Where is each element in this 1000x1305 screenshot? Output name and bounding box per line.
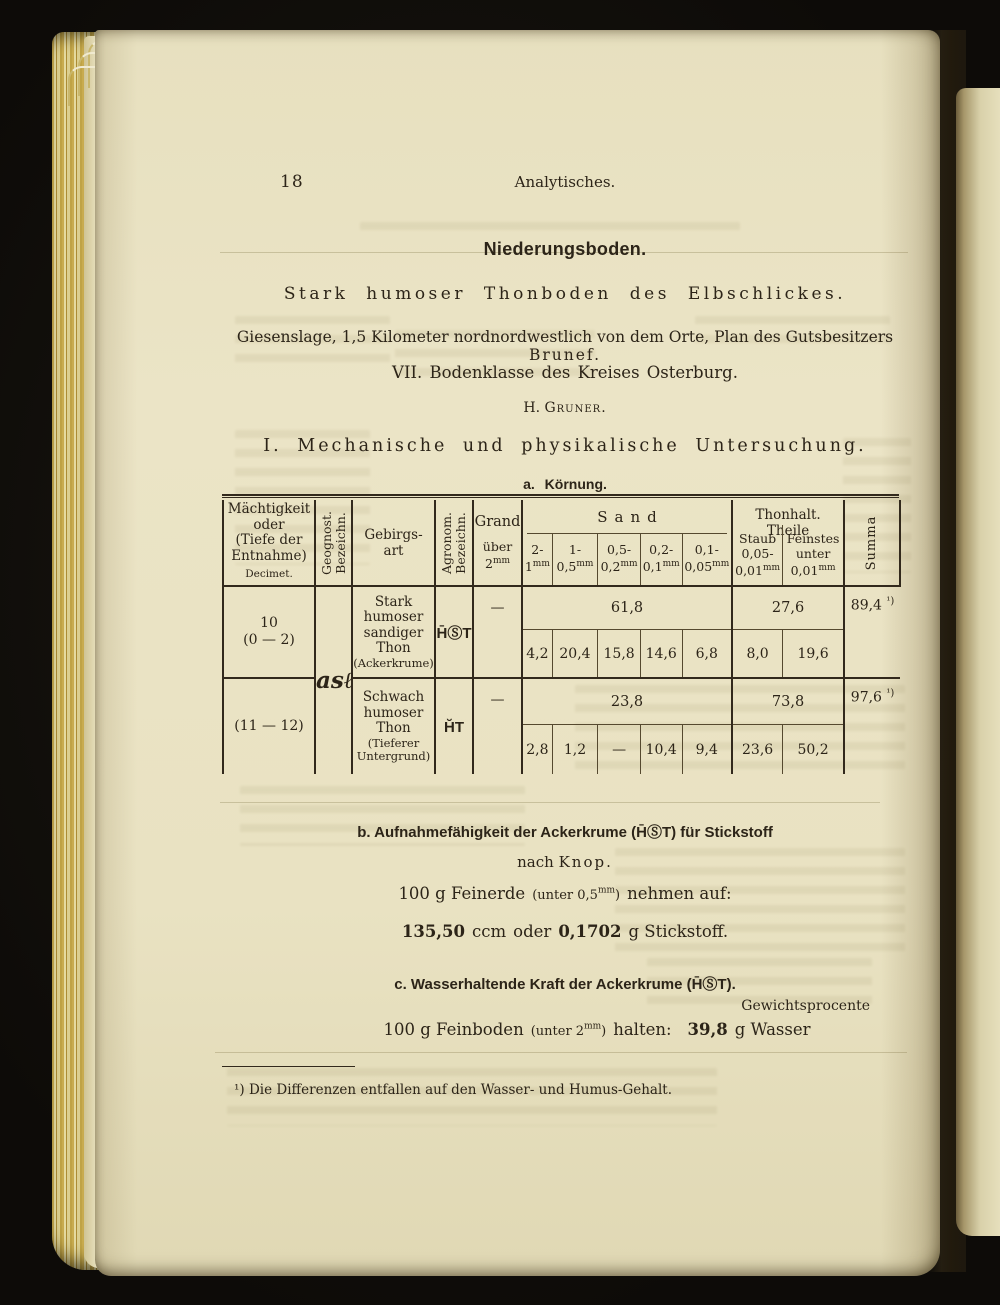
cell-gebirgsart: Schwach humoser Thon (Tieferer Untergrund) — [352, 678, 435, 774]
section-b-method: nach Knop. — [517, 853, 613, 871]
sand-value: 4,2 — [526, 645, 549, 662]
cell-sand-group: 61,8 4,2 20,4 15,8 14,6 6,8 — [522, 586, 732, 678]
header-gebirgsart: Gebirgs- art — [352, 500, 435, 586]
cell-geognost: asℓ — [315, 586, 352, 774]
sand-value: 2,8 — [526, 741, 549, 758]
feinstes-value: 50,2 — [782, 725, 843, 774]
header-sand-col: 2- $1^{mm}$ — [524, 542, 550, 575]
footnote-rule — [222, 1066, 355, 1067]
header-sand-col: 1- $0,5^{mm}$ — [552, 534, 598, 585]
cell-depth: 10 (0 — 2) — [223, 586, 315, 678]
page-number: 18 — [280, 172, 304, 192]
koernung-table — [222, 500, 901, 774]
sand-value: 15,8 — [597, 630, 640, 677]
running-head: Analytisches. — [514, 173, 616, 191]
staub-value: 8,0 — [746, 645, 769, 662]
location-line — [222, 328, 908, 364]
cell-agronom: H̄ⓈT — [435, 586, 473, 678]
section-b-line1: 100 g Feinerde (unter $0,5^{mm}$) nehmen auf: — [398, 884, 732, 903]
section-b-heading: b. Aufnahmefähigkeit der Ackerkrume (H̄ⓈT) für Stickstoff — [357, 824, 773, 841]
cell-agronom: H̆T — [435, 678, 473, 774]
header-sand-col: 0,5- $0,2^{mm}$ — [597, 534, 640, 585]
header-sand-group: Sand 2- $1^{mm}$ 1- $0,5^{mm}$ 0,5- $0,2^{mm}$ 0,2- $0,1^{mm}$ 0,1- $0,05^{mm}$ — [522, 500, 732, 586]
soil-type-subtitle: Stark humoser Thonboden des Elbschlickes. — [283, 284, 847, 304]
table-caption: a. Körnung. — [523, 476, 607, 492]
adjacent-page-edge — [956, 88, 1000, 1236]
sand-value: 14,6 — [640, 630, 682, 677]
header-agronom: Agronom. Bezeichn. — [435, 500, 473, 586]
location-text: Giesenslage, 1,5 Kilometer nordnordwestlich von dem Orte, Plan des Gutsbesitzers — [236, 328, 894, 346]
cell-summa: 97,6 $^{^1)}$ — [844, 678, 900, 774]
cell-grand: — — [473, 678, 522, 774]
feinstes-value: 19,6 — [782, 630, 843, 677]
section-b-line2: 135,50 ccm oder 0,1702 g Stickstoff. — [401, 922, 729, 941]
owner-name: Brunef. — [528, 346, 602, 364]
sand-value: 1,2 — [552, 725, 598, 774]
table-row-ackerkrume — [223, 586, 900, 678]
author-initial: H. — [523, 400, 545, 416]
cell-depth: (11 — 12) — [223, 678, 315, 774]
page-content — [222, 30, 908, 1276]
sand-value: 9,4 — [682, 725, 732, 774]
sand-value: 20,4 — [552, 630, 598, 677]
header-grand: Grand über $2^{mm}$ — [473, 500, 522, 586]
section-c-line: 100 g Feinboden (unter $2^{mm}$) halten: 39,8 g Wasser — [383, 1020, 811, 1039]
staub-value: 23,6 — [742, 741, 774, 758]
header-geognost: Geognost. Bezeichn. — [315, 500, 352, 586]
cell-thonhalt-group: 27,6 8,0 19,6 — [732, 586, 844, 678]
weight-percent-label: Gewichtsprocente — [741, 998, 870, 1014]
table-header-row — [223, 500, 900, 586]
author-line — [222, 400, 908, 416]
cell-thonhalt-group: 73,8 23,6 50,2 — [732, 678, 844, 774]
header-staub-col: Staub 0,05- $0,01^{mm}$ — [735, 530, 781, 579]
sand-value: — — [597, 725, 640, 774]
table-top-double-rule — [222, 494, 899, 498]
header-sand-col: 0,2- $0,1^{mm}$ — [640, 534, 682, 585]
section-c-heading: c. Wasserhaltende Kraft der Ackerkrume (H̄ⓈT). — [394, 976, 736, 993]
header-thonhalt-group: Thonhalt. Theile Staub 0,05- $0,01^{mm}$ Feinstes unter $0,01^{mm}$ — [732, 500, 844, 586]
cell-gebirgsart: Stark humoser sandiger Thon (Ackerkrume) — [352, 586, 435, 678]
cell-summa: 89,4 $^{^1)}$ — [844, 586, 900, 678]
sand-value: 6,8 — [682, 630, 732, 677]
part-heading: I. Mechanische und physikalische Untersuchung. — [263, 436, 867, 456]
author-name: Gruner. — [544, 400, 607, 416]
book-page — [95, 30, 940, 1276]
header-sand-col: 0,1- $0,05^{mm}$ — [682, 534, 732, 585]
header-summa: Summa — [844, 500, 900, 586]
cell-grand: — — [473, 586, 522, 678]
footnote: ¹) Die Differenzen entfallen auf den Wasser- und Humus-Gehalt. — [234, 1082, 672, 1098]
sand-value: 10,4 — [640, 725, 682, 774]
header-feinstes-col: Feinstes unter $0,01^{mm}$ — [782, 525, 843, 585]
header-depth: Mächtigkeit oder (Tiefe der Entnahme) Decimet. — [223, 500, 315, 586]
bodenklasse-line: VII. Bodenklasse des Kreises Osterburg. — [392, 363, 738, 382]
section-title: Niederungsboden. — [483, 239, 647, 259]
cell-sand-group: 23,8 2,8 1,2 — 10,4 9,4 — [522, 678, 732, 774]
